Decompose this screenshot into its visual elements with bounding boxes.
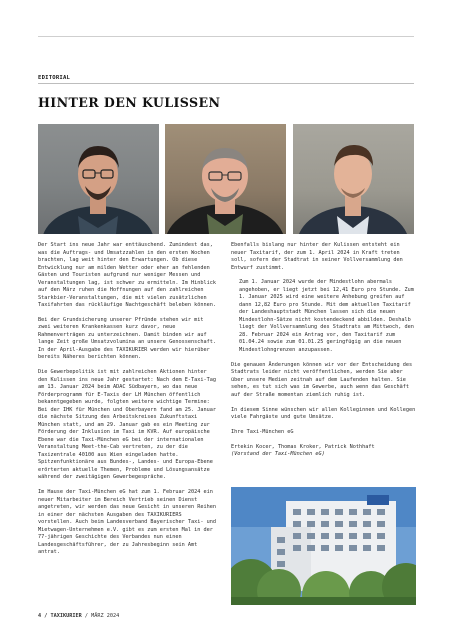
portrait-photo-1 — [38, 124, 159, 234]
publication-name: TAXIKURIER — [50, 613, 82, 619]
issue-date: MÄRZ 2024 — [91, 613, 120, 619]
portrait-illustration-2 — [165, 124, 286, 234]
page-title: HINTER DEN KULISSEN — [38, 95, 221, 110]
top-rule — [38, 36, 414, 37]
signature-role: (Vorstand der Taxi-München eG) — [231, 451, 325, 458]
signature — [231, 444, 416, 459]
footer-separator: / — [44, 613, 51, 619]
building-illustration — [231, 487, 416, 605]
paragraph: Ebenfalls bislang nur hinter der Kulissen entsteht ein neuer Taxitarif, der zum 1. April 2024 in Kraft treten soll, sofern der Stadtrat in seiner Vollversammlung den Entwurf zustimmt. — [231, 242, 403, 271]
paragraph: Die genauen Änderungen können wir vor der Entscheidung des Stadtrats leider nicht veröffentlichen, werden Sie aber über unsere Medien zeitnah auf dem Laufenden halten. Sie sehen, es tut sich was im Gewerbe, auch wenn das Geschäft auf der Straße momentan ziemlich ruhig ist. — [231, 361, 413, 398]
portrait-illustration-1 — [38, 124, 159, 234]
indented-paragraph: Zum 1. Januar 2024 wurde der Mindestlohn abermals angehoben, er liegt jetzt bei 12,41 Euro pro Stunde. Zum 1. Januar 2025 wird eine weitere Anhebung greifen auf dann 12,82 Euro pro Stunde. Mit dem aktuellen Taxitarif der Landeshauptstadt München lassen sich die neuen Mindestlohn-Sätze nicht kostendeckend abbilden. Deshalb liegt der Vollversammlung des Stadtrats am Mittwoch, den 28. Februar 2024 ein Antrag vor, den Taxitarif zum 01.04.24 sowie zum 01.01.25 geringfügig an die neuen Mindestlohngrenzen anzupassen. — [239, 279, 414, 353]
page-footer — [38, 613, 119, 619]
closing: Ihre Taxi-München eG — [231, 429, 294, 436]
paragraph: Im Hause der Taxi-München eG hat zum 1. Februar 2024 ein neuer Mitarbeiter im Bereich Vertrieb seinen Dienst angetreten, wir werden das neue Gesicht in unseren Reihen in einer der nächsten Ausgaben des TAXIKURIERS vorstellen. Auch beim Landesverband Bayerischer Taxi- und Mietwagen-Unternehmen e.V. gibt es zum ersten Mal in der 77-jährigen Geschichte des Verbandes nun einen Landesgeschäftsführer, der zu Jahresbeginn sein Amt antrat. — [38, 489, 217, 556]
building-photo — [231, 487, 416, 605]
section-rule — [38, 83, 414, 84]
paragraph: Der Start ins neue Jahr war enttäuschend. Zumindest das, was die Auftrags- und Umsatzzahlen in den ersten Wochen brachten, lag weit hinter den Erwartungen. Ob diese Entwicklung nur am milden Wetter oder eher an fehlenden Gästen und Touristen aufgrund nur weniger Messen und Veranstaltungen lag, ist schwer zu ermitteln. Im Hinblick auf den März ruhen die Hoffnungen auf den zahlreichen Starkbier-Veranstaltungen, die mit vielen zusätzlichen Taxifahrten das rückläufige Nachtgeschäft beleben können. — [38, 242, 217, 308]
article-column-right — [231, 242, 416, 459]
portrait-illustration-3 — [293, 124, 414, 234]
paragraph: Die Gewerbepolitik ist mit zahlreichen Aktionen hinter den Kulissen ins neue Jahr gestartet: Nach dem E-Taxi-Tag am 13. Januar 2024 beim ADAC Südbayern, wo das neue Förderprogramm für E-Taxis der LH München öffentlich bekanntgegeben wurde, folgten weitere wichtige Termine: Bei der IHK für München und Oberbayern fand am 25. Januar die nächste Sitzung des Arbeitskreises Zukunftstaxi München statt, und am 29. Januar gab es ein Meeting zur Förderung der Inklusion im Taxi im KVR. Auf europäische Ebene war die Taxi-München eG bei der internationalen Veranstaltung Meet-the-Cab vertreten, zu der die Taxizentrale 40100 aus Wien eingeladen hatte. Spitzenfunktionäre aus Bundes-, Landes- und Europa-Ebene erörterten aktuelle Themen, Probleme und Lösungsansätze während der zweitägigen Gewerbegespräche. — [38, 369, 217, 481]
paragraph: Bei der Grundsicherung unserer Pfründe stehen wir mit zwei weiteren Krankenkassen kurz davor, neue Rahmenverträgen zu unterzeichnen. Damit binden wir auf lange Zeit große Umsatzvolumina an unsere Genossenschaft. In der April-Ausgabe des TAXIKURIER werden wir hierüber bereits Näheres berichten können. — [38, 316, 217, 361]
section-label: EDITORIAL — [38, 75, 71, 81]
portrait-photo-2 — [165, 124, 286, 234]
portrait-photo-3 — [293, 124, 414, 234]
paragraph: In diesem Sinne wünschen wir allen Kolleginnen und Kollegen viele Fahrgäste und gute Umsätze. — [231, 406, 416, 421]
footer-separator: / — [84, 613, 92, 619]
page-number: 4 — [38, 613, 42, 619]
signature-names: Ertekin Kocer, Thomas Kroker, Patrick Nothhaft — [231, 443, 375, 450]
article-column-left — [38, 242, 218, 564]
